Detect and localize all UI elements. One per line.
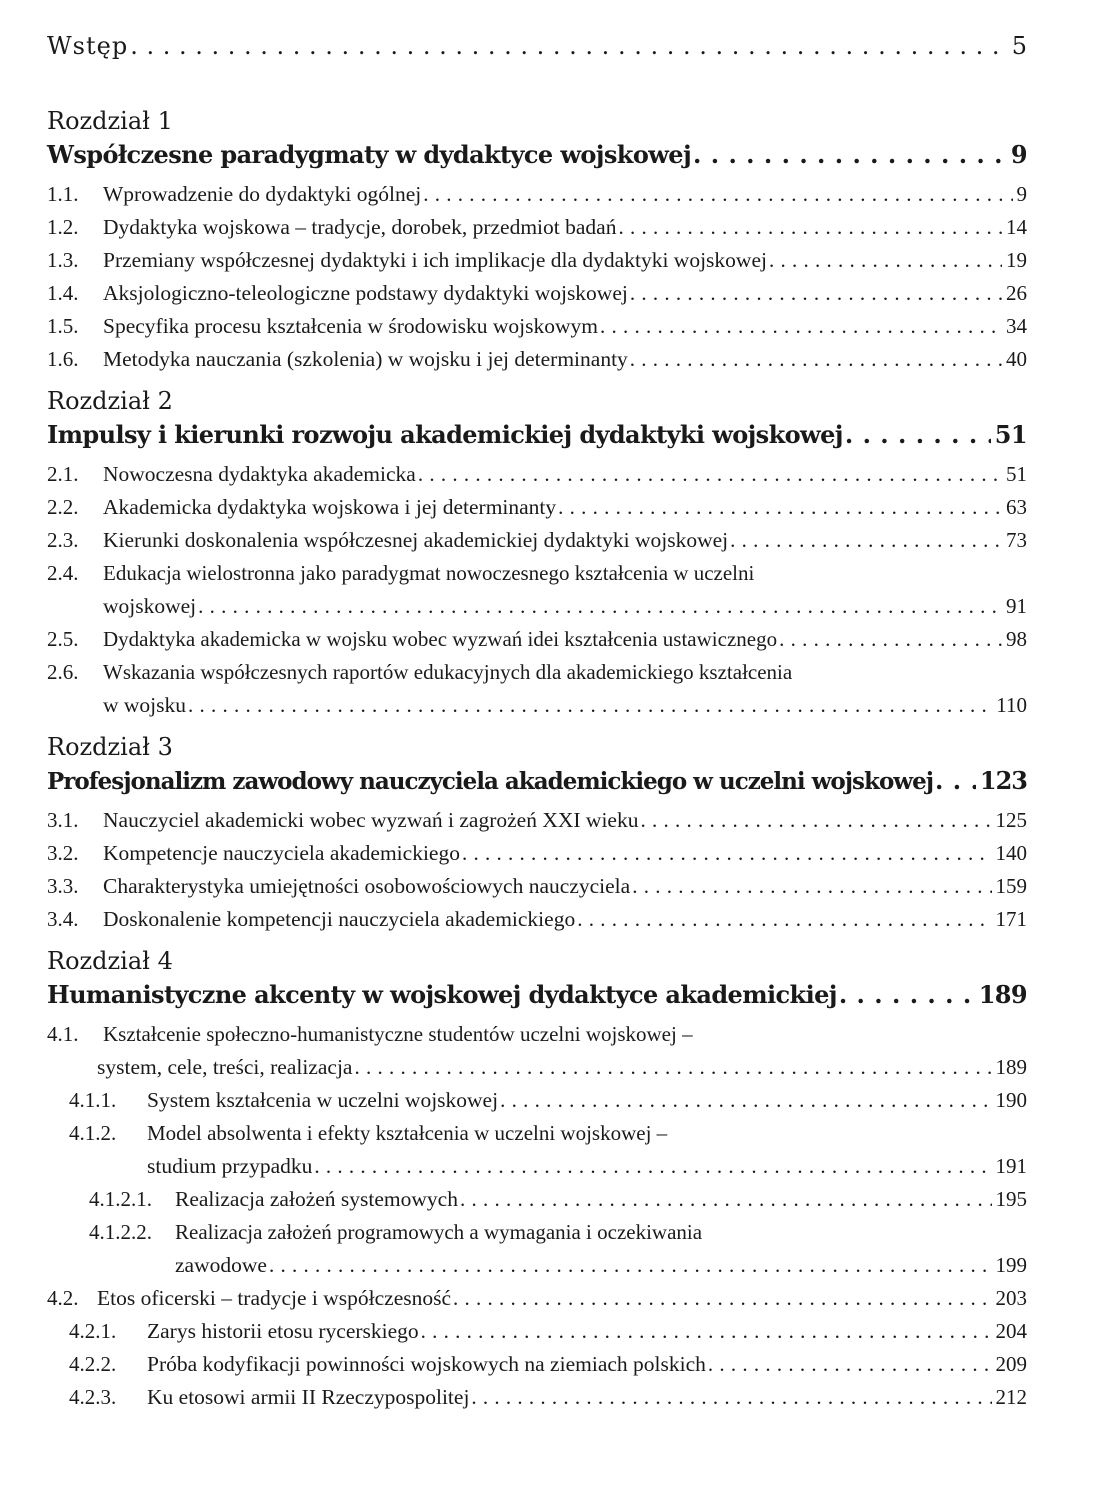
- section-number: 2.2.: [47, 495, 79, 519]
- section-title: Wprowadzenie do dydaktyki ogólnej: [103, 182, 422, 206]
- dot-leader: [779, 623, 1002, 656]
- section-title-line1: Realizacja założeń programowych a wymagania i oczekiwania: [175, 1220, 703, 1244]
- page-number: 191: [995, 1154, 1027, 1178]
- dot-leader: [314, 1150, 991, 1183]
- toc-entry[interactable]: [47, 1084, 1027, 1117]
- chapter-title: Profesjonalizm zawodowy nauczyciela akademickiego w uczelni wojskowej: [47, 768, 934, 795]
- section-title: Etos oficerski – tradycje i współczesność: [97, 1286, 452, 1310]
- page-number: 203: [995, 1286, 1027, 1310]
- dot-leader: [577, 903, 991, 936]
- section-title: System kształcenia w uczelni wojskowej: [147, 1088, 499, 1112]
- dot-leader: [198, 590, 1002, 623]
- section-number: 2.3.: [47, 528, 79, 552]
- page-number: 171: [995, 907, 1027, 931]
- section-number: 4.1.1.: [69, 1088, 117, 1112]
- page-number: 195: [995, 1187, 1027, 1211]
- section-number: 3.2.: [47, 841, 79, 865]
- dot-leader: [354, 1051, 991, 1084]
- page-number: 9: [1010, 140, 1027, 169]
- section-title: Zarys historii etosu rycerskiego: [147, 1319, 419, 1343]
- section-title: Nowoczesna dydaktyka akademicka: [103, 462, 416, 486]
- page-number: 63: [1006, 495, 1027, 519]
- toc-entry[interactable]: [47, 557, 1027, 623]
- toc-entry[interactable]: [47, 1216, 1027, 1282]
- section-title-line2: zawodowe: [175, 1253, 267, 1277]
- toc-entry[interactable]: [47, 310, 1027, 343]
- dot-leader: [423, 178, 1012, 211]
- section-title: Kierunki doskonalenia współczesnej akademickiej dydaktyki wojskowej: [103, 528, 729, 552]
- dot-leader: [600, 310, 1002, 343]
- toc-entry[interactable]: [47, 491, 1027, 524]
- toc-entry[interactable]: [47, 623, 1027, 656]
- page-number: 189: [978, 980, 1027, 1009]
- section-number: 1.5.: [47, 314, 79, 338]
- toc-entry-intro[interactable]: [47, 32, 1027, 96]
- toc-entry[interactable]: [47, 1381, 1027, 1414]
- section-number: 1.6.: [47, 347, 79, 371]
- chapter-label: Rozdział 1: [47, 107, 173, 135]
- toc-entry[interactable]: [47, 524, 1027, 557]
- dot-leader: [632, 870, 991, 903]
- section-title-line1: Model absolwenta i efekty kształcenia w uczelni wojskowej –: [147, 1121, 668, 1145]
- section-title: Aksjologiczno-teleologiczne podstawy dydaktyki wojskowej: [103, 281, 628, 305]
- section-number: 3.3.: [47, 874, 79, 898]
- dot-leader: [730, 524, 1002, 557]
- page-number: 34: [1006, 314, 1027, 338]
- dot-leader: [935, 766, 976, 795]
- toc-entry[interactable]: [47, 1348, 1027, 1381]
- section-number: 2.4.: [47, 561, 79, 585]
- page-number: 159: [995, 874, 1027, 898]
- page-number: 123: [979, 766, 1027, 795]
- dot-leader: [269, 1249, 992, 1282]
- dot-leader: [693, 140, 1007, 169]
- toc-entry[interactable]: [47, 656, 1027, 722]
- toc-entry[interactable]: [47, 277, 1027, 310]
- page-number: 5: [1011, 32, 1027, 60]
- entry-title: Wstęp: [47, 32, 129, 60]
- dot-leader: [708, 1348, 992, 1381]
- section-number: 2.1.: [47, 462, 79, 486]
- section-number: 1.2.: [47, 215, 79, 239]
- dot-leader: [460, 1183, 992, 1216]
- dot-leader: [839, 980, 975, 1009]
- page-number: 51: [1006, 462, 1027, 486]
- dot-leader: [769, 244, 1002, 277]
- section-number: 3.4.: [47, 907, 79, 931]
- section-number: 4.2.2.: [69, 1352, 117, 1376]
- toc-entry[interactable]: [47, 343, 1027, 376]
- section-title: Akademicka dydaktyka wojskowa i jej determinanty: [103, 495, 557, 519]
- chapter-title-entry[interactable]: [47, 980, 1027, 1018]
- page-number: 98: [1006, 627, 1027, 651]
- chapter-title: Impulsy i kierunki rozwoju akademickiej dydaktyki wojskowej: [47, 420, 843, 449]
- section-title-line2: wojskowej: [103, 594, 197, 618]
- section-number: 4.2.3.: [69, 1385, 117, 1409]
- chapter-title-entry[interactable]: [47, 766, 1027, 804]
- section-title: Kompetencje nauczyciela akademickiego: [103, 841, 460, 865]
- dot-leader: [421, 1315, 992, 1348]
- page-number: 110: [996, 693, 1027, 717]
- section-title-line2: studium przypadku: [147, 1154, 313, 1178]
- toc-entry[interactable]: [47, 244, 1027, 277]
- dot-leader: [640, 804, 991, 837]
- dot-leader: [630, 277, 1002, 310]
- section-title-line2: system, cele, treści, realizacja: [97, 1055, 353, 1079]
- chapter-title-entry[interactable]: [47, 140, 1027, 178]
- page-number: 204: [995, 1319, 1027, 1343]
- section-title: Nauczyciel akademicki wobec wyzwań i zagrożeń XXI wieku: [103, 808, 639, 832]
- dot-leader: [500, 1084, 991, 1117]
- page-number: 26: [1006, 281, 1027, 305]
- page-number: 91: [1006, 594, 1027, 618]
- toc-entry[interactable]: [47, 1117, 1027, 1183]
- page-number: 209: [995, 1352, 1027, 1376]
- dot-leader: [130, 32, 1008, 60]
- chapter-title: Humanistyczne akcenty w wojskowej dydaktyce akademickiej: [47, 980, 837, 1009]
- section-title-line1: Kształcenie społeczno-humanistyczne studentów uczelni wojskowej –: [103, 1022, 693, 1046]
- section-number: 3.1.: [47, 808, 79, 832]
- section-title: Specyfika procesu kształcenia w środowisku wojskowym: [103, 314, 598, 338]
- toc-entry[interactable]: [47, 870, 1027, 903]
- toc-entry[interactable]: [47, 1282, 1027, 1315]
- page-number: 19: [1006, 248, 1027, 272]
- section-title: Metodyka nauczania (szkolenia) w wojsku i jej determinanty: [103, 347, 628, 371]
- page-number: 125: [995, 808, 1027, 832]
- section-title-line1: Edukacja wielostronna jako paradygmat nowoczesnego kształcenia w uczelni: [103, 561, 755, 585]
- page-number: 212: [995, 1385, 1027, 1409]
- section-title: Próba kodyfikacji powinności wojskowych na ziemiach polskich: [147, 1352, 706, 1376]
- dot-leader: [453, 1282, 991, 1315]
- toc-entry[interactable]: [47, 458, 1027, 491]
- section-number: 2.5.: [47, 627, 79, 651]
- chapter-label: Rozdział 3: [47, 733, 173, 761]
- dot-leader: [630, 343, 1002, 376]
- page-number: 9: [1016, 182, 1027, 206]
- section-number: 1.1.: [47, 182, 79, 206]
- page-number: 40: [1006, 347, 1027, 371]
- toc-entry[interactable]: [47, 804, 1027, 837]
- section-title: Realizacja założeń systemowych: [175, 1187, 458, 1211]
- section-number: 1.4.: [47, 281, 79, 305]
- section-number: 4.1.2.2.: [89, 1220, 152, 1244]
- toc-entry[interactable]: [47, 1315, 1027, 1348]
- dot-leader: [188, 689, 992, 722]
- page-number: 73: [1006, 528, 1027, 552]
- section-number: 4.1.2.: [69, 1121, 117, 1145]
- section-title-line1: Wskazania współczesnych raportów edukacyjnych dla akademickiego kształcenia: [103, 660, 793, 684]
- dot-leader: [845, 420, 991, 449]
- section-title: Ku etosowi armii II Rzeczypospolitej: [147, 1385, 470, 1409]
- page-number: 14: [1006, 215, 1027, 239]
- toc-entry[interactable]: [47, 178, 1027, 211]
- page-number: 199: [995, 1253, 1027, 1277]
- section-number: 4.2.1.: [69, 1319, 117, 1343]
- dot-leader: [462, 837, 992, 870]
- toc-entry[interactable]: [47, 903, 1027, 936]
- dot-leader: [418, 458, 1002, 491]
- chapter-title: Współczesne paradygmaty w dydaktyce wojskowej: [47, 140, 692, 169]
- toc-entry[interactable]: [47, 1018, 1027, 1084]
- section-title: Przemiany współczesnej dydaktyki i ich implikacje dla dydaktyki wojskowej: [103, 248, 767, 272]
- toc-entry[interactable]: [47, 837, 1027, 870]
- table-of-contents: [47, 32, 1027, 1414]
- chapter-label: Rozdział 2: [47, 387, 173, 415]
- section-number: 4.1.: [47, 1022, 79, 1046]
- section-number: 4.2.: [47, 1286, 79, 1310]
- section-title: Charakterystyka umiejętności osobowościowych nauczyciela: [103, 874, 631, 898]
- dot-leader: [558, 491, 1002, 524]
- section-title: Doskonalenie kompetencji nauczyciela akademickiego: [103, 907, 576, 931]
- chapter-title-entry[interactable]: [47, 420, 1027, 458]
- page-number: 51: [994, 420, 1027, 449]
- page-number: 190: [995, 1088, 1027, 1112]
- chapter-label: Rozdział 4: [47, 947, 173, 975]
- toc-entry[interactable]: [47, 211, 1027, 244]
- page-number: 189: [995, 1055, 1027, 1079]
- dot-leader: [471, 1381, 991, 1414]
- section-number: 2.6.: [47, 660, 79, 684]
- section-title: Dydaktyka wojskowa – tradycje, dorobek, przedmiot badań: [103, 215, 617, 239]
- section-title-line2: w wojsku: [103, 693, 187, 717]
- page-number: 140: [995, 841, 1027, 865]
- section-number: 4.1.2.1.: [89, 1187, 152, 1211]
- section-title: Dydaktyka akademicka w wojsku wobec wyzwań idei kształcenia ustawicznego: [103, 627, 778, 651]
- section-number: 1.3.: [47, 248, 79, 272]
- dot-leader: [618, 211, 1002, 244]
- toc-entry[interactable]: [47, 1183, 1027, 1216]
